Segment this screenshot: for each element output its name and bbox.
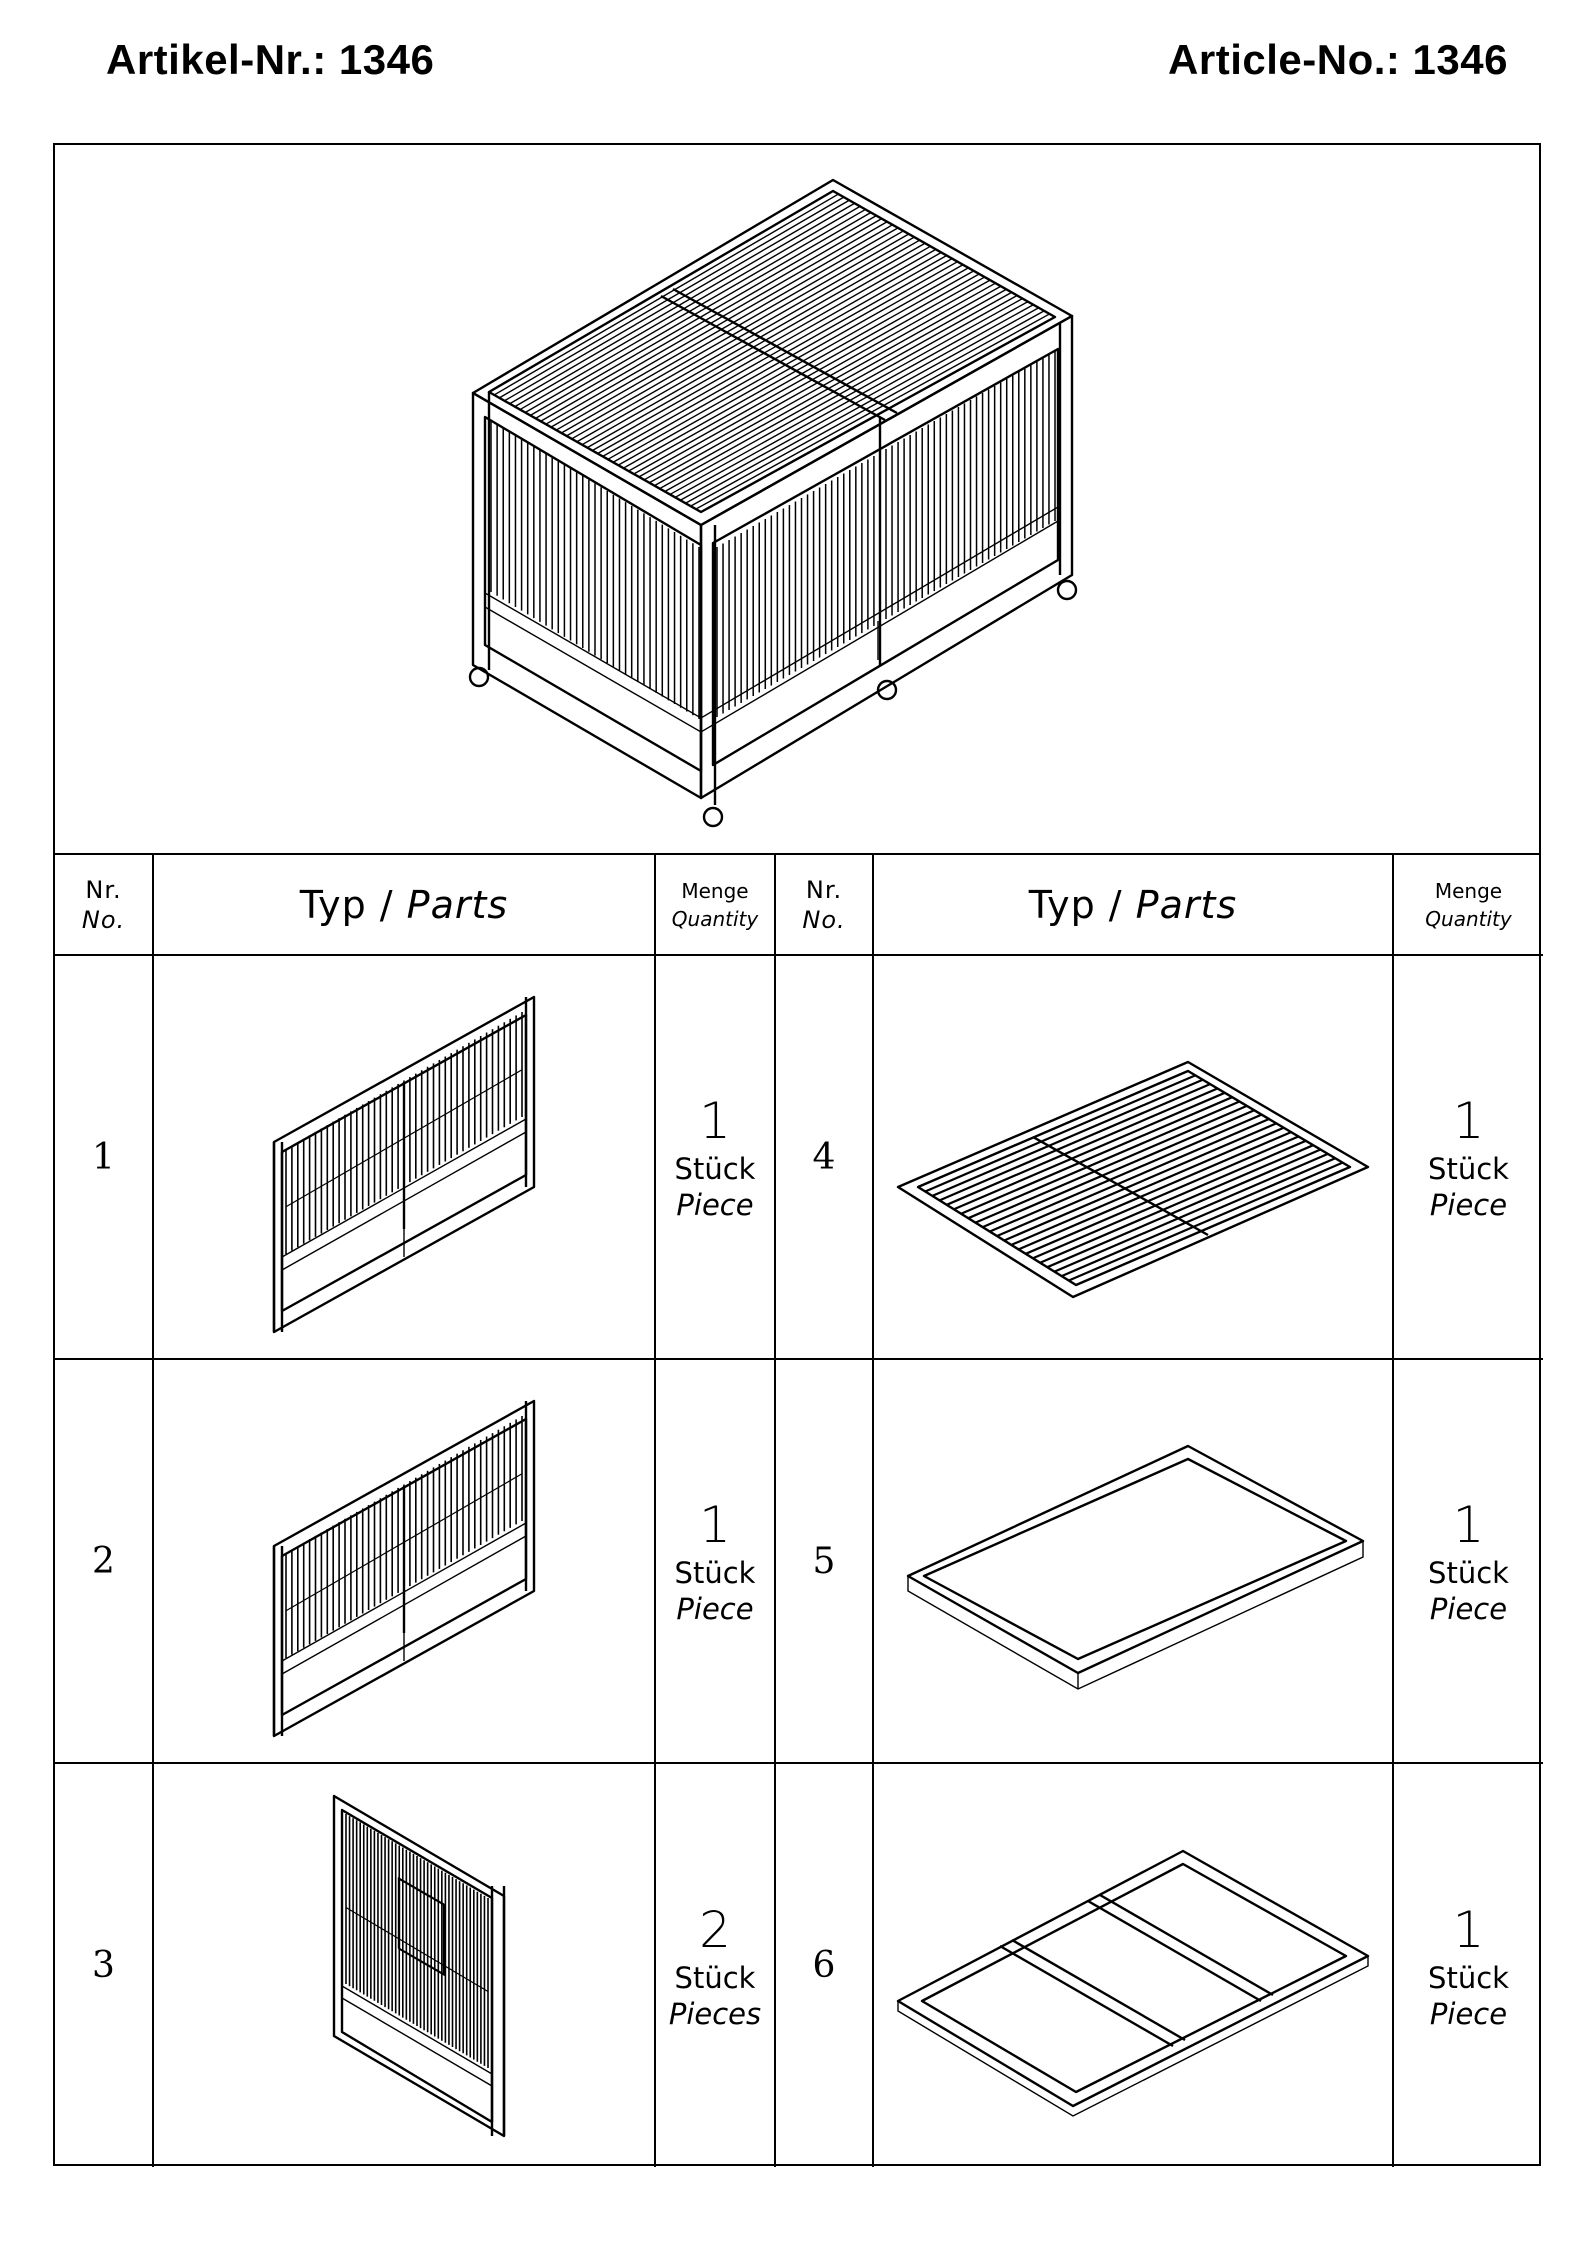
top-grid-frame-icon [888, 1007, 1378, 1307]
col-header-no: Nr. No. [55, 855, 153, 955]
part-quantity: 2 Stück Pieces [655, 1763, 775, 2167]
bottom-tray-frame-icon [888, 1411, 1378, 1711]
base-frame-icon [888, 1806, 1378, 2126]
part-number: 3 [55, 1763, 153, 2167]
part-number: 1 [55, 955, 153, 1359]
part-quantity: 1 Stück Piece [655, 955, 775, 1359]
part-number: 5 [775, 1359, 873, 1763]
part-quantity: 1 Stück Piece [1393, 1763, 1543, 2167]
part-image [153, 1763, 655, 2167]
part-image [873, 1359, 1393, 1763]
col-header-no-2: Nr. No. [775, 855, 873, 955]
part-image [153, 955, 655, 1359]
part-quantity: 1 Stück Piece [1393, 1359, 1543, 1763]
parts-table [55, 855, 1543, 2167]
part-number: 2 [55, 1359, 153, 1763]
col-header-parts-2: Typ / Parts [873, 855, 1393, 955]
col-header-quantity: Menge Quantity [655, 855, 775, 955]
article-number-de: Artikel-Nr.: 1346 [106, 36, 435, 83]
table-row [55, 955, 1543, 1359]
article-number-en: Article-No.: 1346 [1168, 36, 1508, 83]
table-row [55, 1763, 1543, 2167]
table-row [55, 1359, 1543, 1763]
table-header-row [55, 855, 1543, 955]
front-grid-panel-icon [204, 967, 604, 1347]
part-image [873, 955, 1393, 1359]
assembled-cage-illustration [55, 145, 1539, 855]
col-header-parts: Typ / Parts [153, 855, 655, 955]
part-quantity: 1 Stück Piece [1393, 955, 1543, 1359]
parts-sheet [53, 143, 1541, 2166]
cage-icon [55, 145, 1539, 851]
part-image [873, 1763, 1393, 2167]
part-image [153, 1359, 655, 1763]
back-grid-panel-icon [204, 1371, 604, 1751]
side-grid-panel-icon [204, 1776, 604, 2156]
col-header-quantity-2: Menge Quantity [1393, 855, 1543, 955]
part-number: 4 [775, 955, 873, 1359]
part-number: 6 [775, 1763, 873, 2167]
part-quantity: 1 Stück Piece [655, 1359, 775, 1763]
